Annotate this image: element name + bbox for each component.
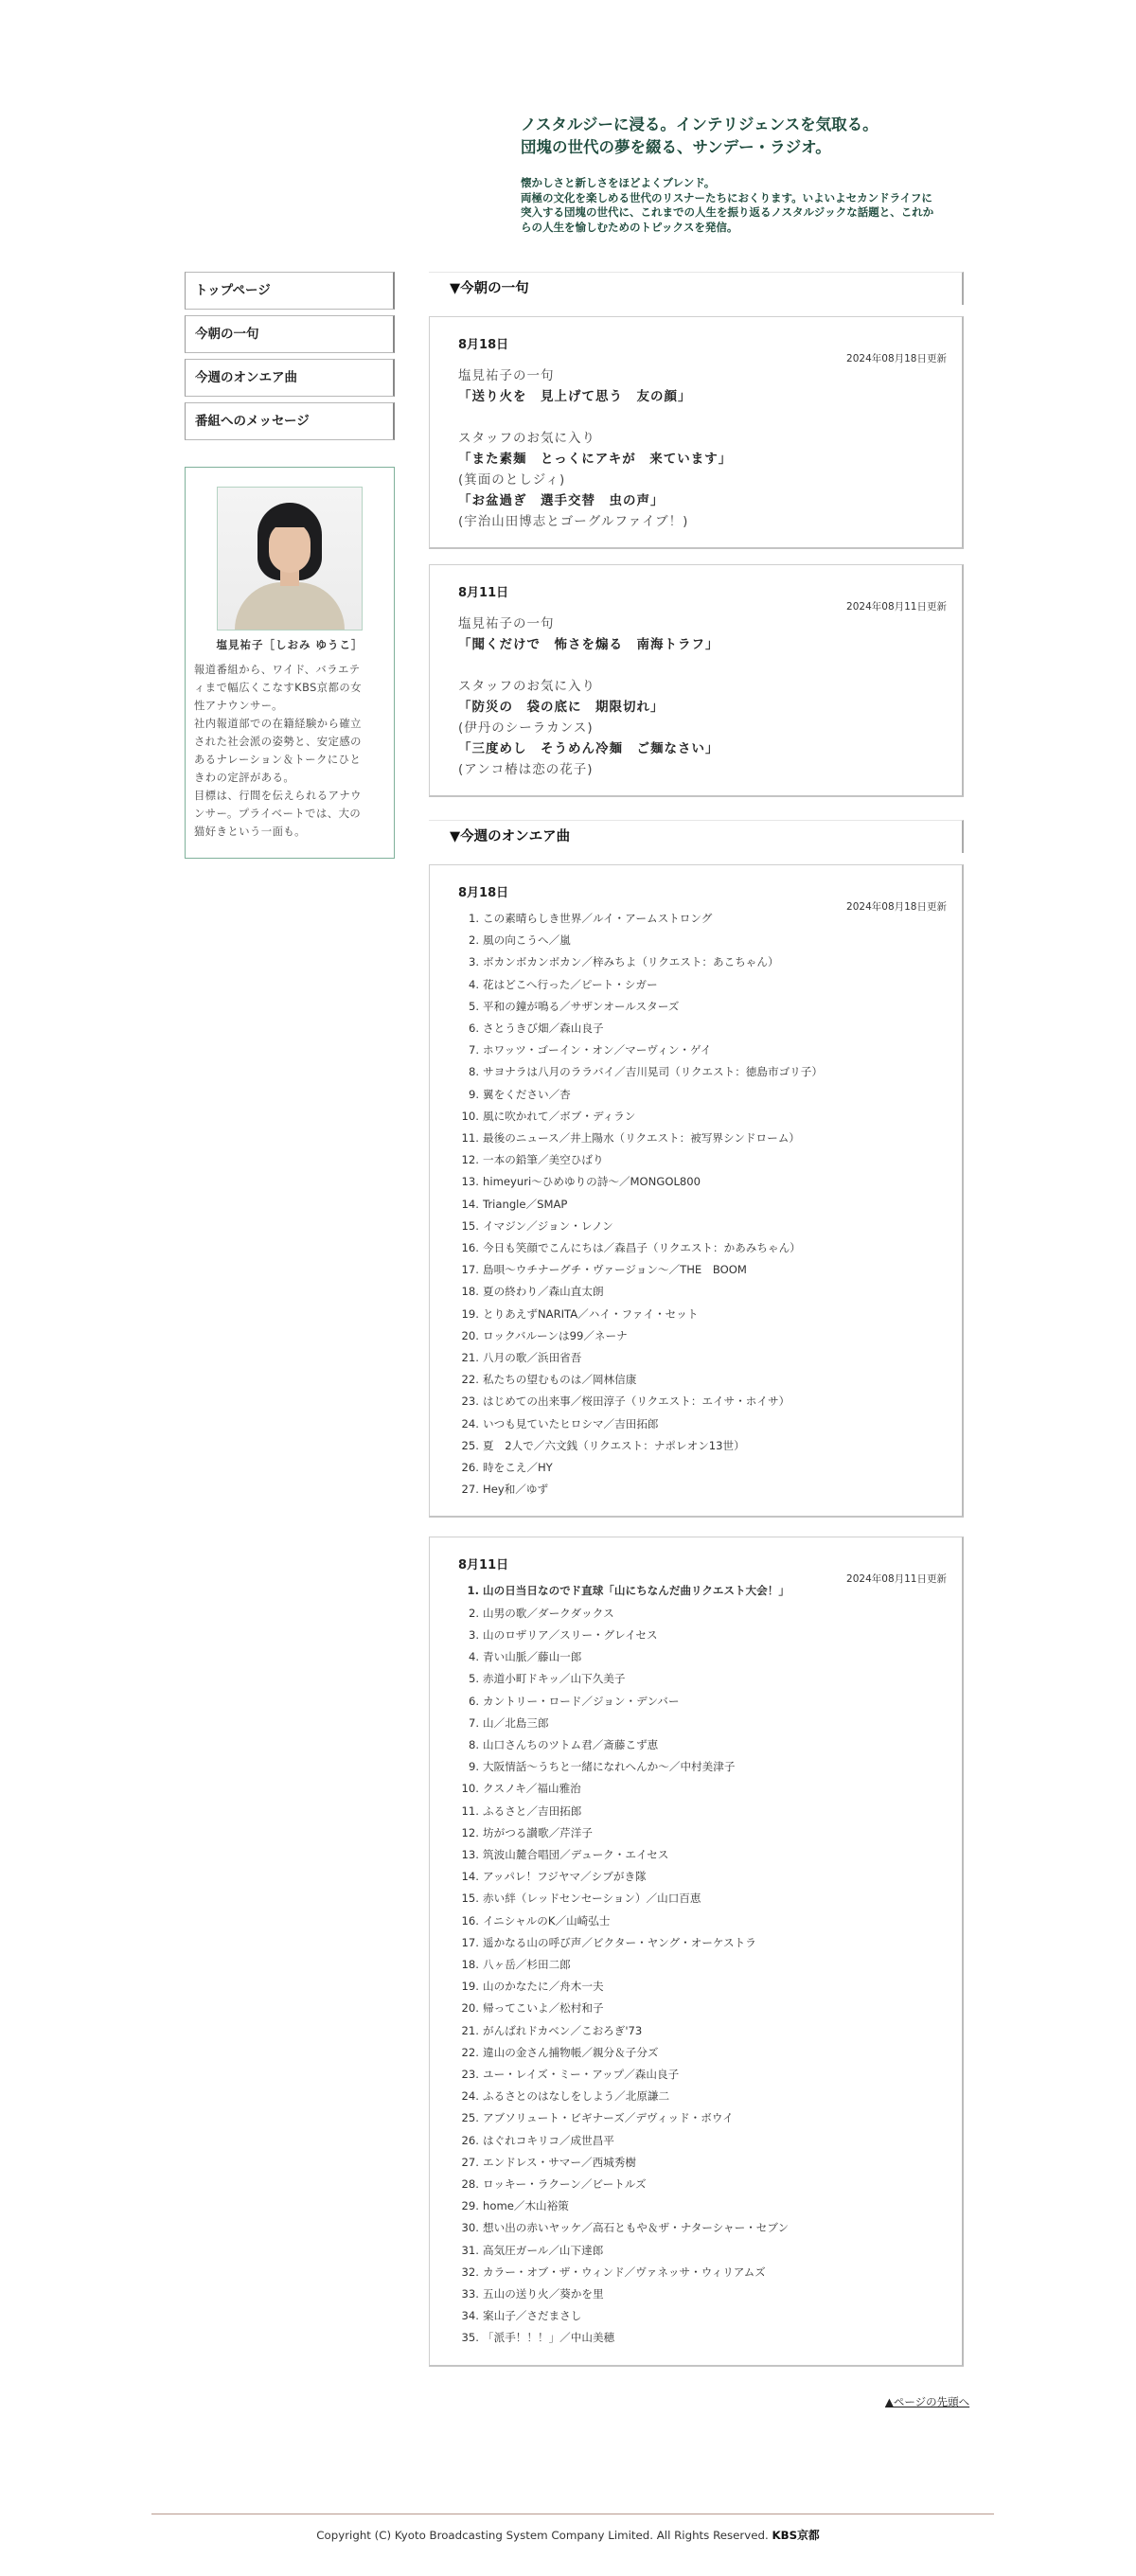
song-number: 28. — [461, 2176, 479, 2191]
host-bio — [194, 661, 385, 841]
song-number: 9. — [468, 1087, 479, 1101]
song-number: 25. — [461, 1438, 479, 1452]
song-title: サヨナラは八月のララバイ／吉川晃司（リクエスト：徳島市ゴリ子） — [483, 1065, 823, 1079]
song-item — [458, 1259, 943, 1281]
bio-line: 目標は、行間を伝えられるアナウ — [194, 790, 362, 802]
songs-card — [429, 1537, 964, 2366]
song-title: とりあえずNARITA／ハイ・ファイ・セット — [483, 1306, 699, 1321]
pick-author: (宇治山田博志とゴーグルファイブ！) — [458, 514, 689, 529]
song-number: 18. — [461, 1285, 479, 1299]
song-number: 12. — [461, 1825, 479, 1839]
song-title: イマジン／ジョン・レノン — [483, 1218, 613, 1233]
song-item — [458, 1910, 943, 1932]
song-item — [458, 2240, 943, 2262]
haiku-heading: 塩見祐子の一句 — [458, 616, 555, 631]
song-number: 33. — [461, 2286, 479, 2301]
song-item — [458, 1998, 943, 2019]
pick-haiku: 「お盆過ぎ 選手交替 虫の声」 — [458, 493, 665, 508]
song-item — [458, 1603, 943, 1625]
song-item — [458, 1391, 943, 1412]
song-item — [458, 1866, 943, 1888]
song-title: ユー・レイズ・ミー・アップ／森山良子 — [483, 2067, 680, 2081]
song-title: アッパレ！フジヤマ／シブがき隊 — [483, 1870, 647, 1884]
sidebar — [185, 272, 395, 859]
song-item — [458, 2283, 943, 2305]
song-title: 五山の送り火／葵かを里 — [483, 2286, 604, 2301]
song-number: 8. — [468, 1065, 479, 1079]
song-title: 赤い絆（レッドセンセーション）／山口百恵 — [483, 1892, 701, 1906]
song-number: 16. — [461, 1241, 479, 1255]
song-title: 山のロザリア／スリー・グレイセス — [483, 1627, 658, 1642]
song-title: 高気圧ガール／山下達郎 — [483, 2243, 604, 2257]
song-title: 平和の鐘が鳴る／サザンオールスターズ — [483, 999, 680, 1013]
song-number: 11. — [461, 1131, 479, 1146]
card-date: 8月11日 — [458, 586, 509, 600]
catch-line-1: ノスタルジーに浸る。インテリジェンスを気取る。 — [521, 115, 879, 133]
song-item — [458, 2152, 943, 2174]
song-title: 山男の歌／ダークダックス — [483, 1606, 614, 1620]
song-item — [458, 1457, 943, 1479]
staff-picks-heading: スタッフのお気に入り — [458, 431, 595, 446]
song-number: 8. — [468, 1737, 479, 1751]
song-item — [458, 974, 943, 996]
song-number: 15. — [461, 1892, 479, 1906]
song-item — [458, 1084, 943, 1106]
song-number: 27. — [461, 1483, 479, 1497]
song-title: イニシャルのK／山崎弘士 — [483, 1913, 611, 1928]
song-title: カントリー・ロード／ジョン・デンバー — [483, 1694, 680, 1708]
song-item — [458, 2262, 943, 2283]
song-number: 10. — [461, 1109, 479, 1123]
host-photo — [217, 487, 363, 631]
song-item — [458, 1646, 943, 1668]
song-item — [458, 1691, 943, 1713]
pick-haiku: 「防災の 袋の底に 期限切れ」 — [458, 700, 665, 715]
song-title: 筑波山麓合唱団／デューク・エイセス — [483, 1847, 669, 1861]
song-number: 23. — [461, 2067, 479, 2081]
footer-brand: KBS京都 — [772, 2529, 820, 2542]
pick-author: (アンコ椿は恋の花子) — [458, 762, 594, 777]
song-title: home／木山裕策 — [483, 2199, 569, 2213]
bio-line: 社内報道部での在籍経験から確立 — [194, 718, 362, 730]
song-number: 1. — [467, 1584, 479, 1598]
song-number: 9. — [468, 1760, 479, 1774]
card-date: 8月18日 — [458, 338, 509, 352]
host-profile — [185, 467, 395, 859]
song-list — [458, 908, 943, 1501]
haiku-text: 「送り火を 見上げて思う 友の顔」 — [458, 389, 692, 404]
song-title: カラー・オブ・ザ・ウィンド／ヴァネッサ・ウィリアムズ — [483, 2265, 766, 2279]
song-number: 26. — [461, 2133, 479, 2147]
bio-line: あるナレーション＆トークにひと — [194, 754, 362, 766]
song-number: 34. — [461, 2309, 479, 2323]
song-number: 22. — [461, 1373, 479, 1387]
song-list — [458, 1580, 943, 2349]
catch-line-2: 団塊の世代の夢を綴る、サンデー・ラジオ。 — [521, 138, 831, 156]
song-item — [458, 1822, 943, 1844]
host-name: 塩見祐子［しおみ ゆうこ］ — [216, 638, 364, 651]
haiku-block — [458, 613, 943, 780]
song-item — [458, 1888, 943, 1910]
song-title: 青い山脈／藤山一郎 — [483, 1650, 582, 1664]
song-number: 11. — [461, 1803, 479, 1818]
card-date: 8月11日 — [458, 1558, 509, 1573]
nav-message[interactable]: 番組へのメッセージ — [185, 402, 395, 440]
song-item — [458, 1932, 943, 1954]
song-title: 想い出の赤いヤッケ／高石ともや＆ザ・ナターシャー・セブン — [483, 2221, 790, 2235]
bio-line: された社会派の姿勢と、安定感の — [194, 736, 362, 748]
song-title: がんばれドカベン／こおろぎ'73 — [483, 2023, 643, 2037]
intro-line: 突入する団塊の世代に、これまでの人生を振り返るノスタルジックな話題と、これか — [521, 205, 934, 219]
song-item — [458, 2130, 943, 2152]
song-title: 坊がつる讃歌／芹洋子 — [483, 1825, 593, 1839]
song-title: 山／北島三郎 — [483, 1715, 549, 1730]
song-title: ロッキー・ラクーン／ビートルズ — [483, 2176, 647, 2191]
song-title: いつも見ていたヒロシマ／吉田拓郎 — [483, 1416, 659, 1430]
song-item — [458, 1216, 943, 1237]
song-title: さとうきび畑／森山良子 — [483, 1022, 604, 1036]
song-title: クスノキ／福山雅治 — [483, 1782, 581, 1796]
bio-line: 猫好きという一面も。 — [194, 826, 306, 838]
pick-haiku: 「三度めし そうめん冷麺 ご麺なさい」 — [458, 741, 719, 756]
song-item — [458, 2305, 943, 2327]
song-title: Triangle／SMAP — [483, 1197, 568, 1211]
song-item — [458, 1801, 943, 1822]
song-number: 35. — [461, 2331, 479, 2345]
song-number: 23. — [461, 1395, 479, 1409]
song-title: エンドレス・サマー／西城秀樹 — [483, 2155, 636, 2169]
haiku-card — [429, 316, 964, 549]
song-number: 31. — [461, 2243, 479, 2257]
song-title: himeyuri～ひめゆりの詩～／MONGOL800 — [483, 1175, 701, 1189]
song-number: 15. — [461, 1218, 479, 1233]
song-item — [458, 1149, 943, 1171]
song-number: 4. — [468, 1650, 479, 1664]
song-number: 16. — [461, 1913, 479, 1928]
song-number: 20. — [461, 1328, 479, 1342]
song-title: 案山子／さだまさし — [483, 2309, 582, 2323]
song-item — [458, 2020, 943, 2042]
song-number: 10. — [461, 1782, 479, 1796]
song-item — [458, 1281, 943, 1303]
program-intro — [521, 176, 956, 235]
song-item — [458, 1128, 943, 1149]
song-item — [458, 1844, 943, 1866]
song-item — [458, 1347, 943, 1369]
site-header — [521, 114, 956, 235]
song-title: 「派手！！！」／中山美穂 — [483, 2331, 615, 2345]
intro-line: らの人生を愉しむためのトピックスを発信。 — [521, 220, 738, 234]
song-title: はぐれコキリコ／成世昌平 — [483, 2133, 614, 2147]
song-number: 20. — [461, 2001, 479, 2016]
song-title: ホワッツ・ゴーイン・オン／マーヴィン・ゲイ — [483, 1043, 712, 1057]
song-number: 21. — [461, 2023, 479, 2037]
song-item — [458, 1435, 943, 1457]
song-number: 13. — [461, 1847, 479, 1861]
song-item — [458, 996, 943, 1018]
song-number: 1. — [468, 912, 479, 925]
song-title: 山口さんちのツトム君／斎藤こず恵 — [483, 1737, 659, 1751]
song-item — [458, 1325, 943, 1347]
bio-line: ィまで幅広くこなすKBS京都の女 — [194, 682, 362, 694]
song-number: 17. — [461, 1263, 479, 1277]
song-item — [458, 1369, 943, 1391]
intro-line: 両極の文化を楽しめる世代のリスナーたちにおくります。いよいよセカンドライフに — [521, 190, 932, 204]
song-number: 5. — [468, 1672, 479, 1686]
song-item — [458, 1668, 943, 1690]
song-item — [458, 2174, 943, 2195]
song-title: 花はどこへ行った／ピート・シガー — [483, 977, 658, 991]
song-title: ふるさとのはなしをしよう／北原謙二 — [483, 2089, 670, 2104]
song-title: 時をこえ／HY — [483, 1461, 553, 1475]
song-title: ふるさと／吉田拓郎 — [483, 1803, 582, 1818]
song-title: この素晴らしき世界／ルイ・アームストロング — [483, 912, 713, 925]
song-number: 4. — [468, 977, 479, 991]
song-title: 島唄～ウチナーグチ・ヴァージョン～／THE BOOM — [483, 1263, 747, 1277]
song-number: 19. — [461, 1306, 479, 1321]
updated-date: 2024年08月11日更新 — [846, 1573, 947, 1586]
song-title: 赤道小町ドキッ／山下久美子 — [483, 1672, 626, 1686]
song-item — [458, 1756, 943, 1778]
song-item — [458, 1954, 943, 1976]
song-title: 違山の金さん捕物帳／親分＆子分ズ — [483, 2045, 659, 2059]
song-number: 27. — [461, 2155, 479, 2169]
song-title: 最後のニュース／井上陽水（リクエスト：被写界シンドローム） — [483, 1131, 800, 1146]
song-title: 八ヶ岳／杉田二郎 — [483, 1957, 571, 1971]
song-title: 山の日当日なのでド直球「山にちなんだ曲リクエスト大会！」 — [483, 1584, 790, 1598]
song-number: 24. — [461, 2089, 479, 2104]
song-item — [458, 951, 943, 973]
pick-author: (箕面のとしジィ) — [458, 472, 566, 488]
song-item — [458, 1237, 943, 1259]
nav-top-page[interactable]: トップページ — [185, 272, 395, 310]
song-number: 14. — [461, 1870, 479, 1884]
pick-haiku: 「また素麺 とっくにアキが 来ています」 — [458, 452, 733, 467]
updated-date: 2024年08月18日更新 — [846, 353, 947, 364]
song-title: 帰ってこいよ／松村和子 — [483, 2001, 604, 2016]
song-item — [458, 1106, 943, 1128]
main-content — [429, 272, 964, 2382]
song-item — [458, 1976, 943, 1998]
song-title: Hey和／ゆず — [483, 1483, 549, 1497]
song-number: 6. — [468, 1694, 479, 1708]
song-number: 2. — [468, 1606, 479, 1620]
song-item — [458, 1194, 943, 1216]
song-title: 今日も笑顔でこんにちは／森昌子（リクエスト：かあみちゃん） — [483, 1241, 801, 1255]
haiku-section-title: ▼今朝の一句 — [429, 272, 964, 305]
song-number: 17. — [461, 1935, 479, 1949]
song-number: 32. — [461, 2265, 479, 2279]
song-title: はじめての出来事／桜田淳子（リクエスト：エイサ・ホイサ） — [483, 1395, 790, 1409]
card-date: 8月18日 — [458, 886, 509, 900]
updated-date: 2024年08月11日更新 — [846, 601, 947, 613]
song-number: 5. — [468, 999, 479, 1013]
page-top-link[interactable]: ▲ページの先頭へ — [885, 2395, 970, 2408]
song-item — [458, 1413, 943, 1435]
haiku-text: 「聞くだけで 怖さを煽る 南海トラフ」 — [458, 637, 719, 652]
song-title: 翼をください／杏 — [483, 1087, 571, 1101]
songs-section-title: ▼今週のオンエア曲 — [429, 820, 964, 853]
song-item — [458, 1018, 943, 1039]
nav-onair-songs[interactable]: 今週のオンエア曲 — [185, 359, 395, 397]
song-title: 遥かなる山の呼び声／ビクター・ヤング・オーケストラ — [483, 1935, 756, 1949]
bio-line: 性アナウンサー。 — [194, 700, 283, 712]
song-item — [458, 1171, 943, 1193]
song-title: 私たちの望むものは／岡林信康 — [483, 1373, 637, 1387]
updated-date: 2024年08月18日更新 — [846, 901, 947, 913]
song-number: 3. — [468, 955, 479, 969]
song-number: 13. — [461, 1175, 479, 1189]
pick-author: (伊丹のシーラカンス) — [458, 720, 594, 736]
song-item — [458, 2217, 943, 2239]
song-item — [458, 2195, 943, 2217]
nav-haiku[interactable]: 今朝の一句 — [185, 315, 395, 353]
song-title: 風に吹かれて／ボブ・ディラン — [483, 1109, 636, 1123]
song-title: 山のかなたに／舟木一夫 — [483, 1980, 604, 1994]
song-title: 風の向こうへ／嵐 — [483, 933, 571, 948]
song-number: 6. — [468, 1022, 479, 1036]
song-title: 一本の鉛筆／美空ひばり — [483, 1153, 604, 1167]
song-number: 26. — [461, 1461, 479, 1475]
song-number: 7. — [468, 1715, 479, 1730]
song-number: 21. — [461, 1351, 479, 1365]
song-item — [458, 1778, 943, 1800]
song-number: 22. — [461, 2045, 479, 2059]
song-item — [458, 2064, 943, 2086]
bio-line: 報道番組から、ワイド、バラエテ — [194, 664, 361, 676]
song-title: 夏の終わり／森山直太朗 — [483, 1285, 604, 1299]
song-number: 29. — [461, 2199, 479, 2213]
song-number: 3. — [468, 1627, 479, 1642]
song-title: アブソリュート・ビギナーズ／デヴィッド・ボウイ — [483, 2111, 734, 2125]
song-item — [458, 1625, 943, 1646]
copyright-text: Copyright (C) Kyoto Broadcasting System Company Limited. All Rights Reserved. — [316, 2529, 769, 2542]
song-item — [458, 1061, 943, 1083]
song-item — [458, 1039, 943, 1061]
song-item — [458, 2107, 943, 2129]
song-number: 12. — [461, 1153, 479, 1167]
intro-line: 懐かしさと新しさをほどよくブレンド。 — [521, 176, 716, 189]
song-item — [458, 1304, 943, 1325]
song-number: 2. — [468, 933, 479, 948]
song-title: 夏 2人で／六文銭（リクエスト：ナポレオン13世） — [483, 1438, 745, 1452]
song-title: ロックバルーンは99／ネーナ — [483, 1328, 628, 1342]
song-number: 19. — [461, 1980, 479, 1994]
bio-line: きわの定評がある。 — [194, 772, 295, 784]
song-number: 14. — [461, 1197, 479, 1211]
song-item — [458, 2042, 943, 2064]
haiku-block — [458, 365, 943, 532]
song-item — [458, 1713, 943, 1734]
song-title: ボカンボカンボカン／梓みちよ（リクエスト：あこちゃん） — [483, 955, 779, 969]
song-number: 7. — [468, 1043, 479, 1057]
song-item — [458, 930, 943, 951]
song-title: 八月の歌／浜田省吾 — [483, 1351, 582, 1365]
song-number: 30. — [461, 2221, 479, 2235]
song-item — [458, 1479, 943, 1501]
song-title: 大阪情話～うちと一緒になれへんか～／中村美津子 — [483, 1760, 736, 1774]
song-number: 18. — [461, 1957, 479, 1971]
songs-card — [429, 864, 964, 1518]
song-number: 24. — [461, 1416, 479, 1430]
song-item — [458, 1734, 943, 1756]
footer — [0, 2527, 1136, 2543]
song-number: 25. — [461, 2111, 479, 2125]
haiku-heading: 塩見祐子の一句 — [458, 368, 555, 383]
haiku-card — [429, 564, 964, 797]
song-item — [458, 2327, 943, 2349]
bio-line: ンサー。プライベートでは、大の — [194, 808, 362, 820]
song-item — [458, 2086, 943, 2107]
staff-picks-heading: スタッフのお気に入り — [458, 679, 595, 694]
